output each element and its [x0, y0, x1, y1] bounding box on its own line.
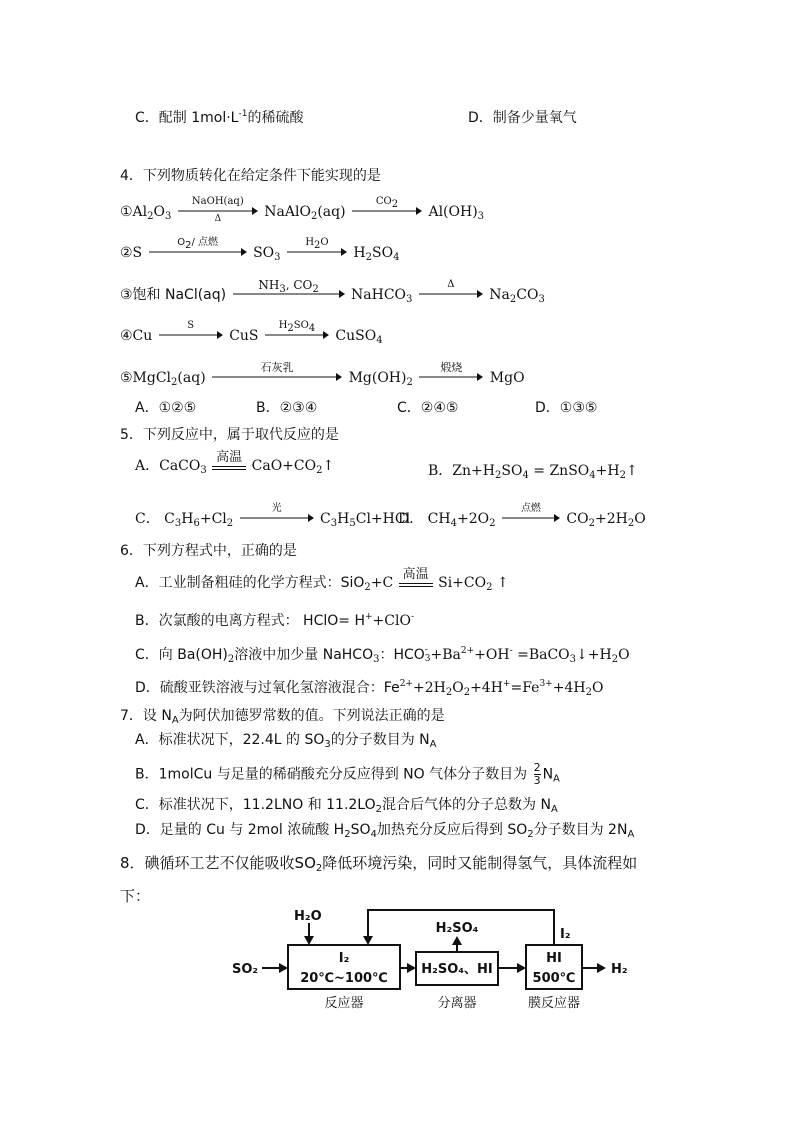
sub: 2 — [316, 465, 323, 476]
h2o-label: H₂O — [294, 909, 322, 924]
equals-bar — [399, 583, 433, 584]
text: SO — [253, 245, 275, 261]
arrow-condition-top: S — [187, 320, 195, 331]
text: SO — [293, 320, 309, 331]
arrow-condition-top: NaOH(aq) — [191, 196, 244, 207]
text: +OH — [474, 647, 510, 663]
arrow-icon — [287, 247, 347, 257]
sub: 3 — [538, 294, 545, 305]
sub: 3 — [569, 654, 577, 665]
sup: - — [509, 646, 513, 656]
text: ⑤MgCl — [120, 370, 172, 386]
arrow-condition-top: Δ — [447, 279, 455, 290]
sub: 2 — [226, 518, 234, 529]
arrow-icon — [419, 289, 483, 299]
text: B．Zn+H — [428, 463, 495, 479]
text: D．足量的 Cu 与 2mol 浓硫酸 H — [135, 822, 345, 838]
text: +4H — [470, 680, 503, 696]
q7-title — [120, 706, 445, 726]
sub: 2 — [227, 654, 235, 665]
sub: 2 — [509, 294, 517, 305]
text: +H — [595, 463, 620, 479]
arrow-icon — [233, 289, 345, 299]
numerator: 2 — [533, 761, 541, 774]
sub: 2 — [344, 829, 351, 840]
text: O — [177, 237, 186, 248]
reactor-line-1: I₂ — [338, 951, 350, 966]
text: ：HCO — [379, 647, 425, 663]
q6-option-b — [135, 611, 414, 631]
sup: - — [424, 645, 428, 655]
sup: + — [364, 612, 373, 622]
sup: 3+ — [539, 679, 553, 689]
text: +4H — [552, 680, 586, 696]
sub: 2 — [185, 240, 192, 251]
sub: 3 — [165, 211, 172, 222]
reaction-arrow — [419, 361, 483, 390]
text: 降低环境污染，同时又能制得氢气，具体流程如 — [322, 854, 638, 872]
fraction — [534, 762, 541, 787]
q5-title: 5．下列反应中，属于取代反应的是 — [120, 427, 339, 443]
sub: 2 — [314, 240, 321, 251]
arrow-icon — [352, 206, 422, 216]
arrow-icon — [363, 936, 373, 945]
text: CO — [566, 511, 589, 527]
q3-option-c — [135, 108, 303, 128]
text: O — [591, 680, 604, 696]
q4-option-d: D．①③⑤ — [535, 400, 598, 416]
sub: 2 — [364, 582, 371, 593]
membrane-line-2: 500℃ — [532, 971, 576, 986]
text: ②S — [120, 245, 143, 261]
so2-label: SO₂ — [232, 962, 259, 977]
q4-option-a: A．①②⑤ — [135, 400, 197, 416]
text: D．硫酸亚铁溶液与过氧化氢溶液混合：Fe — [135, 680, 400, 696]
reaction-arrow — [352, 196, 422, 224]
reaction-arrow — [502, 503, 560, 531]
sub: 4 — [522, 470, 529, 481]
sub: 4 — [393, 252, 400, 263]
text: C．标准状况下，11.2LNO 和 11.2LO — [135, 797, 376, 813]
i2-recycle-label: I₂ — [560, 927, 571, 942]
arrow-icon — [419, 372, 483, 382]
q8-line-1 — [120, 853, 637, 873]
arrow-condition-top: 光 — [271, 503, 282, 514]
q3-option-d: D．制备少量氧气 — [468, 110, 577, 126]
sub: A — [553, 773, 560, 785]
text: 混合后气体的分子总数为 N — [382, 797, 551, 813]
text: +C — [370, 575, 394, 591]
text: Cl+HCl — [355, 511, 411, 527]
text: O — [634, 511, 646, 527]
text: NaHCO — [351, 287, 407, 303]
text: H — [181, 511, 194, 527]
arrow-icon — [240, 513, 314, 523]
sub: 2 — [619, 470, 626, 481]
q8-line-2: 下： — [120, 887, 151, 905]
q6-title: 6．下列方程式中，正确的是 — [120, 543, 297, 559]
text: H — [305, 237, 315, 248]
text: Na — [489, 287, 510, 303]
arrow-icon — [502, 513, 560, 523]
text: O — [320, 237, 329, 248]
text: CuSO — [335, 328, 377, 344]
sub: 2 — [310, 211, 318, 222]
text: 8．碘循环工艺不仅能吸收SO — [120, 854, 316, 872]
q7-option-c — [135, 795, 558, 815]
sub: 2 — [486, 582, 493, 593]
q6-option-a — [135, 566, 509, 593]
q3-option-c-text: C．配制 1mol·L — [135, 110, 239, 126]
condition-text: 高温 — [216, 449, 243, 465]
sub: 2 — [406, 377, 413, 388]
q4-route-4 — [120, 320, 383, 348]
separator-caption: 分离器 — [437, 996, 477, 1011]
text: 为阿伏加德罗常数的值。下列说法正确的是 — [178, 708, 445, 724]
text: ①Al — [120, 204, 148, 220]
text: O — [452, 680, 464, 696]
text: C — [320, 511, 331, 527]
q5-option-a — [135, 449, 335, 476]
arrow-condition-top: 煅烧 — [440, 361, 463, 374]
q4-route-3 — [120, 278, 545, 307]
sub: A — [550, 804, 558, 815]
q6-option-c — [135, 645, 630, 665]
text: MgO — [489, 370, 525, 386]
sub: 2 — [494, 470, 502, 481]
q4-title: 4．下列物质转化在给定条件下能实现的是 — [120, 168, 381, 184]
sub: 3 — [330, 518, 338, 529]
text: SO — [501, 463, 523, 479]
sub: 2 — [588, 518, 595, 529]
text: 分子数目为 2N — [533, 822, 628, 838]
text: +2O — [456, 511, 490, 527]
reaction-arrow — [287, 237, 347, 265]
text: =BaCO — [512, 647, 570, 663]
arrow-icon — [597, 963, 606, 973]
text: NH — [258, 278, 280, 292]
sub: 4 — [370, 829, 377, 840]
text: SO — [350, 822, 371, 838]
q5-option-c — [135, 503, 411, 531]
separator-line-1: H₂SO₄、HI — [421, 962, 493, 977]
sub: 2 — [585, 687, 592, 698]
sub: 3 — [324, 739, 331, 750]
sub: 5 — [349, 518, 356, 529]
q7-option-a — [135, 730, 437, 750]
denominator: 3 — [533, 774, 541, 787]
text: B．次氯酸的电离方程式： HClO= H — [135, 613, 365, 629]
sub: 4 — [589, 470, 596, 481]
membrane-line-1: HI — [546, 951, 562, 966]
text: ④Cu — [120, 328, 153, 344]
text: 加热充分反应后得到 SO — [376, 822, 528, 838]
text: CuS — [229, 328, 259, 344]
text: H — [278, 320, 288, 331]
text: = ZnSO — [528, 463, 590, 479]
equals-bar — [212, 469, 246, 470]
text: ③饱和 NaCl(aq) — [120, 287, 227, 303]
arrow-icon — [452, 936, 462, 945]
sub: 2 — [391, 199, 399, 210]
q4-route-2 — [120, 237, 400, 265]
text: N — [542, 766, 554, 783]
membrane-caption: 膜反应器 — [527, 996, 581, 1011]
text: 7．设 N — [120, 708, 172, 724]
reaction-arrow — [159, 320, 223, 348]
text: Mg(OH) — [348, 370, 407, 386]
reaction-condition — [212, 451, 246, 470]
equals-bar — [212, 466, 246, 467]
q7-option-d — [135, 820, 634, 840]
sub: 2 — [627, 518, 635, 529]
arrow-icon — [407, 963, 416, 973]
sup: 2+ — [460, 646, 475, 656]
h2so4-label: H₂SO₄ — [435, 921, 479, 936]
text: A．工业制备粗硅的化学方程式：SiO — [135, 575, 365, 591]
text: ↑ — [322, 458, 335, 474]
q3-option-c-sup: -1 — [238, 109, 248, 119]
text: 的分子数目为 N — [330, 732, 430, 748]
text: Al(OH) — [428, 204, 478, 220]
text: C． C — [135, 511, 175, 527]
text: / 点燃 — [191, 237, 219, 248]
text: +Cl — [199, 511, 227, 527]
sub: 2 — [527, 829, 534, 840]
text: (aq) — [317, 204, 346, 220]
text: (aq) — [177, 370, 206, 386]
reaction-condition — [399, 568, 433, 587]
arrow-icon — [265, 330, 329, 340]
arrow-icon — [279, 963, 288, 973]
arrow-condition-top: 石灰乳 — [260, 361, 294, 374]
reaction-arrow — [212, 361, 342, 390]
sub: 4 — [376, 335, 383, 346]
sub: 3 — [174, 518, 182, 529]
reaction-arrow — [233, 278, 345, 307]
sub: 3 — [200, 465, 207, 476]
reaction-arrow — [265, 320, 329, 348]
text: C．向 Ba(OH) — [135, 647, 228, 663]
text: 溶液中加少量 NaHCO — [234, 647, 374, 663]
text: +Ba — [430, 647, 461, 663]
text: D． CH — [398, 511, 451, 527]
text: ↑ — [492, 575, 509, 591]
sub: 4 — [450, 518, 457, 529]
sub: 2 — [375, 804, 383, 815]
text: B．1molCu 与足量的稀硝酸充分反应得到 NO 气体分子数目为 — [135, 766, 528, 783]
text: NaAlO — [264, 204, 311, 220]
text: H — [353, 245, 366, 261]
q7-option-b — [135, 762, 560, 787]
sup: + — [502, 679, 511, 689]
text: ↓+H — [576, 647, 612, 663]
reaction-arrow — [419, 279, 483, 307]
q4-option-c: C．②④⑤ — [397, 400, 459, 416]
text: H — [337, 511, 350, 527]
sub: 2 — [315, 863, 323, 874]
arrow-condition-bottom: Δ — [214, 214, 222, 224]
reaction-arrow — [178, 196, 258, 224]
text: Si+CO — [438, 575, 487, 591]
reactor-caption: 反应器 — [324, 996, 364, 1011]
text: SO — [372, 245, 394, 261]
text: ↑ — [625, 463, 638, 479]
arrow-icon — [212, 372, 342, 382]
sub: 2 — [312, 284, 319, 295]
sub: A — [627, 829, 635, 840]
q4-route-1 — [120, 196, 485, 224]
text: O — [618, 647, 630, 663]
h2-label: H₂ — [611, 962, 628, 977]
arrow-icon — [304, 936, 314, 945]
q5-option-d — [398, 503, 646, 531]
q3-option-c-tail: 的稀硫酸 — [247, 110, 304, 126]
condition-text: 高温 — [402, 566, 429, 582]
sub: 2 — [365, 252, 373, 263]
sub: 2 — [171, 377, 178, 388]
sup: - — [410, 612, 414, 622]
sub: 3 — [274, 252, 281, 263]
sub: A — [429, 739, 437, 750]
arrow-condition-top: 点燃 — [520, 503, 541, 514]
text: +2H — [594, 511, 628, 527]
reactor-line-2: 20℃~100℃ — [300, 971, 388, 986]
sub: 3 — [373, 654, 380, 665]
text: CaO+CO — [251, 458, 317, 474]
sub: 3 — [406, 294, 413, 305]
equals-bar — [399, 586, 433, 587]
sub: 2 — [445, 687, 453, 698]
q6-option-d — [135, 678, 603, 698]
sub: 6 — [193, 518, 200, 529]
sub: 2 — [287, 323, 294, 334]
text: +ClO — [372, 613, 411, 629]
text: A．CaCO — [135, 458, 201, 474]
arrow-icon — [159, 330, 223, 340]
q4-option-b: B．②③④ — [256, 400, 318, 416]
sup: 2+ — [399, 679, 413, 689]
arrow-icon — [517, 963, 526, 973]
text: CO — [516, 287, 539, 303]
sub: A — [171, 715, 179, 726]
sub: 2 — [147, 211, 154, 222]
text: , CO — [285, 278, 313, 292]
arrow-icon — [149, 247, 247, 257]
sub: 2 — [489, 518, 496, 529]
text: +2H — [412, 680, 446, 696]
sub: 3 — [477, 211, 485, 222]
sub: 3 — [279, 284, 286, 295]
iodine-cycle-flow-diagram — [0, 900, 794, 1030]
sub: 4 — [308, 323, 316, 334]
q5-option-b — [428, 461, 638, 481]
text: O — [153, 204, 165, 220]
sub: 2 — [611, 654, 619, 665]
text: =Fe — [510, 680, 540, 696]
q4-route-5 — [120, 361, 525, 390]
sub: 2 — [463, 687, 471, 698]
sub: 3 — [424, 654, 431, 664]
reaction-arrow — [240, 503, 314, 531]
reaction-arrow — [149, 237, 247, 265]
text: A．标准状况下，22.4L 的 SO — [135, 732, 325, 748]
text: CO — [375, 196, 392, 207]
